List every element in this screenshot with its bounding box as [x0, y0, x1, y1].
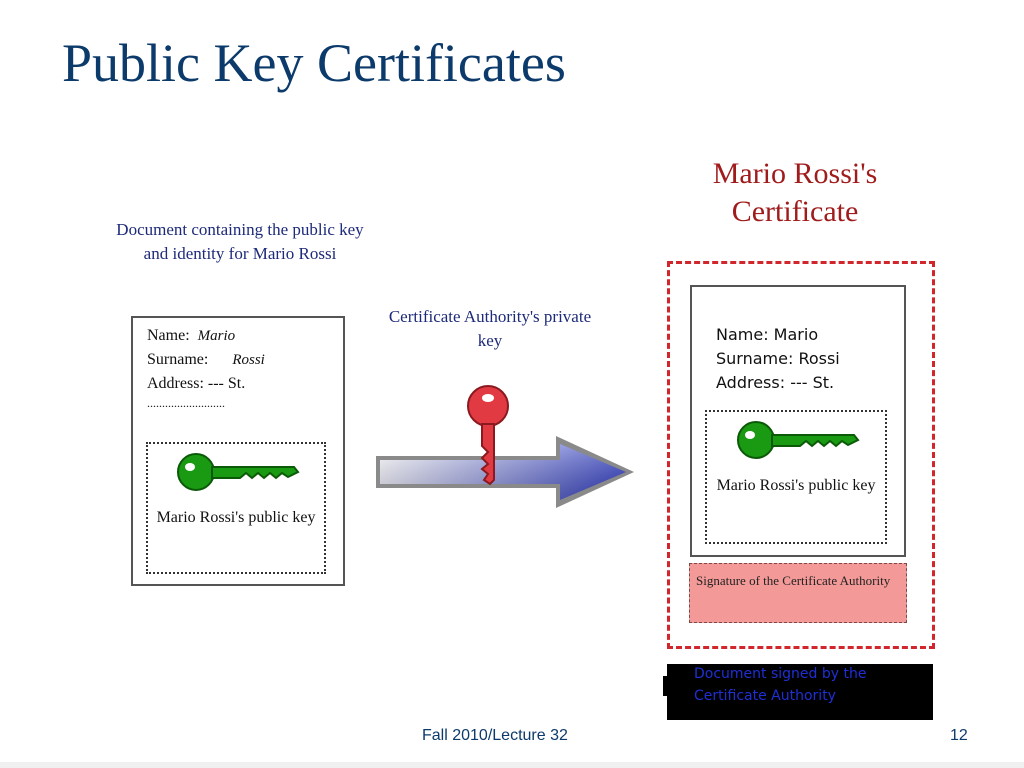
certificate-public-key-label: Mario Rossi's public key — [716, 477, 876, 494]
slide-title: Public Key Certificates — [62, 33, 566, 93]
private-key-icon — [462, 384, 518, 486]
certificate-fields — [716, 323, 840, 395]
page-number: 12 — [950, 727, 968, 744]
bottom-rule — [0, 762, 1024, 768]
certificate-public-key-shape — [738, 422, 858, 458]
signed-note-text: Document signed by the Certificate Authority — [694, 666, 867, 704]
certificate-address: Address: --- St. — [716, 373, 835, 392]
name-label: Name: — [147, 327, 190, 344]
certificate-public-key-icon — [736, 420, 860, 462]
private-key-shape — [468, 386, 508, 484]
public-key-shape — [178, 454, 298, 490]
certificate-name: Name: Mario — [716, 325, 819, 344]
name-row — [147, 324, 265, 348]
address-row: Address: --- St. — [147, 375, 246, 392]
name-value: Mario — [197, 328, 236, 344]
dotted-line: .......................... — [147, 396, 225, 410]
certificate-surname: Surname: Rossi — [716, 349, 840, 368]
public-key-icon — [176, 452, 300, 494]
certificate-title: Mario Rossi's Certificate — [712, 157, 878, 228]
slide-footer: Fall 2010/Lecture 32 — [422, 727, 568, 744]
surname-label: Surname: — [147, 351, 209, 368]
left-document-caption: Document containing the public key and identity for Mario Rossi — [116, 220, 364, 263]
surname-value: Rossi — [232, 352, 265, 368]
surname-row — [147, 348, 265, 372]
public-key-label: Mario Rossi's public key — [156, 509, 316, 526]
identity-fields — [147, 324, 265, 410]
private-key-caption: Certificate Authority's private key — [388, 307, 592, 350]
signature-text: Signature of the Certificate Authority — [696, 573, 891, 588]
